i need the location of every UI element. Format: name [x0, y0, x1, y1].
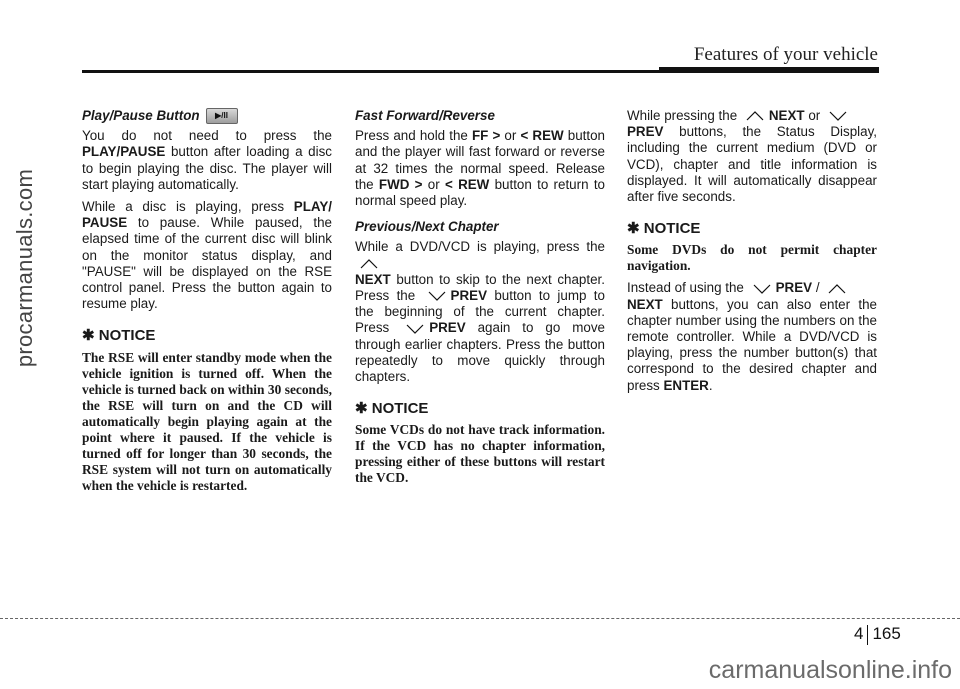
text: button after loading a disc to begin playing the disc. The player will start playing automatically. — [82, 144, 332, 192]
play-pause-heading-text: Play/Pause Button — [82, 108, 200, 123]
notice-title: ✱ NOTICE — [82, 327, 156, 345]
paragraph — [82, 128, 332, 193]
chevron-up-icon — [360, 259, 378, 269]
page-number-value: 165 — [872, 624, 901, 643]
paragraph — [82, 199, 332, 312]
fast-forward-heading: Fast Forward/Reverse — [355, 108, 495, 123]
enter-label: ENTER — [663, 377, 709, 393]
text: . — [708, 377, 713, 393]
text: / — [812, 280, 820, 296]
text: While pressing the — [627, 108, 738, 123]
text: button to skip to the next chapter. Press the — [355, 271, 605, 304]
paragraph — [627, 108, 877, 205]
footer-rule — [0, 618, 960, 619]
notice-title: ✱ NOTICE — [355, 400, 429, 418]
chevron-down-icon — [829, 111, 847, 121]
text: buttons, you can also enter the chapter number using the numbers on the remote controller. While a DVD/VCD is playing, press the number button(s) that correspond to the desired chapter and press — [627, 296, 877, 393]
text: button to jump to the beginning of the current chapter. Press — [355, 288, 605, 336]
text: Press and hold the — [355, 128, 472, 144]
play-pause-label: PLAY/PAUSE — [82, 144, 166, 160]
notice-title: ✱ NOTICE — [627, 220, 701, 238]
text: or — [804, 108, 821, 123]
text: Instead of using the — [627, 280, 744, 296]
text: button to return to normal speed play. — [355, 176, 605, 209]
notice-text: Some DVDs do not permit chapter navigation. — [627, 242, 877, 274]
chevron-up-icon — [828, 284, 846, 294]
column-3 — [627, 108, 877, 400]
prev-next-heading: Previous/Next Chapter — [355, 219, 499, 235]
text: again to go move through earlier chapters. Press the button repeatedly to move quickly through chapters. — [355, 320, 605, 385]
prev-label: PREV — [775, 280, 813, 296]
ff-label: FF > — [472, 128, 501, 144]
play-pause-label: PLAY/ PAUSE — [82, 199, 332, 231]
page-header-title: Features of your vehicle — [693, 44, 878, 65]
text: You do not need to press the — [82, 128, 332, 144]
chevron-down-icon — [406, 324, 424, 334]
text: or — [422, 176, 445, 192]
page-number-divider — [867, 625, 868, 645]
chevron-up-icon — [746, 111, 764, 121]
side-watermark — [0, 0, 50, 689]
prev-label: PREV — [627, 124, 664, 140]
text: to pause. While paused, the elapsed time of the current disc will blink on the monitor status display, and "PAUSE" will be displayed on the RSE control panel. Press the button again to resume play. — [82, 215, 332, 312]
rew-label: < REW — [444, 176, 490, 192]
next-label: NEXT — [355, 271, 391, 287]
notice-text: Some VCDs do not have track information. If the VCD has no chapter information, pressing either of these buttons will restart the VCD. — [355, 422, 605, 486]
chapter-number: 4 — [854, 624, 864, 643]
text: or — [500, 128, 521, 144]
text: While a disc is playing, press — [82, 199, 294, 215]
text: button and the player will fast forward or reverse at 32 times the normal speed. Release the — [355, 128, 606, 192]
chevron-down-icon — [428, 291, 446, 301]
prev-label: PREV — [450, 288, 487, 304]
paragraph — [627, 280, 877, 393]
header-rule — [82, 70, 879, 73]
paragraph — [355, 239, 605, 385]
page-number — [854, 624, 901, 645]
rew-label: < REW — [520, 128, 564, 144]
fwd-label: FWD > — [378, 176, 423, 192]
next-label: NEXT — [627, 296, 663, 312]
text: buttons, the Status Display, including the current medium (DVD or VCD), chapter and title information is displayed. It will automatically disappear after five seconds. — [627, 124, 877, 205]
text: While a DVD/VCD is playing, press the — [355, 239, 605, 255]
notice-text: The RSE will enter standby mode when the vehicle ignition is turned off. When the vehicle is turned back on within 30 seconds, the RSE will turn on and the CD will automatically begin playing again at the point where it paused. If the vehicle is turned off for longer than 30 seconds, the RSE system will not turn on automatically when the vehicle is restarted. — [82, 349, 332, 493]
column-1 — [82, 108, 332, 500]
footer-watermark: carmanualsonline.info — [708, 656, 952, 684]
play-pause-button-icon: ▶/II — [206, 108, 238, 124]
side-watermark-text: procarmanuals.com — [12, 168, 37, 368]
paragraph — [355, 128, 605, 209]
column-2 — [355, 108, 605, 492]
chevron-down-icon — [753, 284, 771, 294]
play-pause-heading — [82, 108, 332, 124]
prev-label: PREV — [429, 320, 466, 336]
next-label: NEXT — [768, 108, 805, 123]
